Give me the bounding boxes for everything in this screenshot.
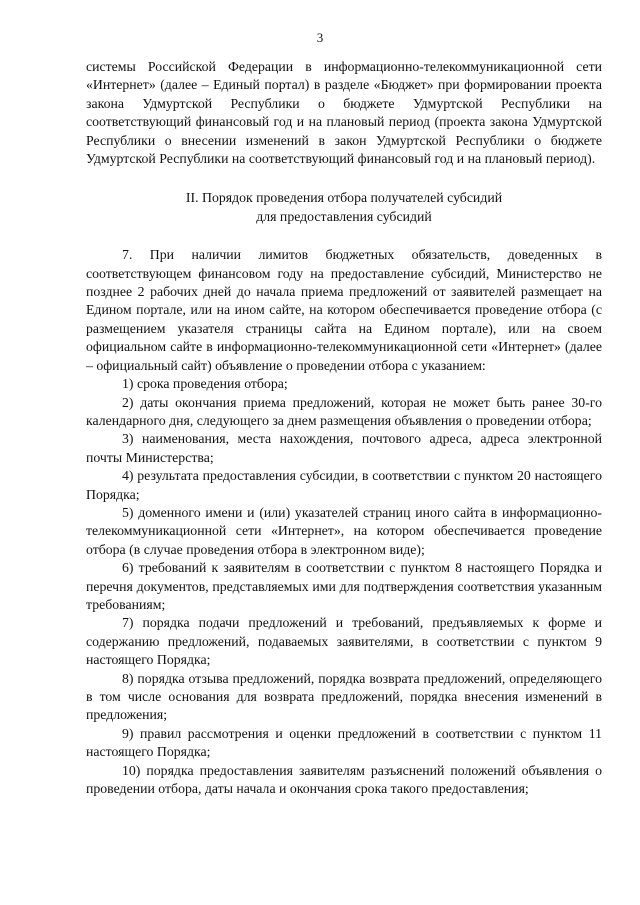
- section-heading-line-2: для предоставления субсидий: [256, 208, 432, 224]
- section-heading: [86, 189, 602, 226]
- document-body: [86, 58, 602, 798]
- list-item-9: 9) правил рассмотрения и оценки предложений в соответствии с пунктом 11 настоящего Порядка;: [86, 725, 602, 760]
- section-heading-line-1: II. Порядок проведения отбора получателей субсидий: [185, 190, 503, 206]
- list-item-1: 1) срока проведения отбора;: [122, 376, 288, 392]
- list-item-2: 2) даты окончания приема предложений, которая не может быть ранее 30-го календарного дня, следующего за днем размещения объявления о проведении отбора;: [86, 394, 602, 428]
- paragraph-7: 7. При наличии лимитов бюджетных обязательств, доведенных в соответствующем финансовом году на предоставление субсидий, Министерство не позднее 2 рабочих дней до начала приема предложений от заявителей размещает на Едином портале, или на ином сайте, на котором обеспечивается проведение отбора (с размещением указателя страницы сайта на Едином портале), или на своем официальном сайте в информационно-телекоммуникационной сети «Интернет» (далее – официальный сайт) объявление о проведении отбора с указанием:: [86, 247, 602, 373]
- page-number: 3: [316, 30, 324, 45]
- list-item-4: 4) результата предоставления субсидии, в соответствии с пунктом 20 настоящего Порядка;: [86, 468, 602, 502]
- list-item-3: 3) наименования, места нахождения, почтового адреса, адреса электронной почты Министерства;: [86, 431, 602, 465]
- list-item-5: 5) доменного имени и (или) указателей страниц иного сайта в информационно-телекоммуникационной сети «Интернет», на котором обеспечивается проведение отбора (в случае проведения отбора в электронном виде);: [86, 504, 602, 557]
- list-item-7: 7) порядка подачи предложений и требований, предъявляемых к форме и содержанию предложений, подаваемых заявителями, в соответствии с пунктом 9 настоящего Порядка;: [86, 615, 602, 668]
- list-item-6: 6) требований к заявителям в соответствии с пунктом 8 настоящего Порядка и перечня документов, представляемых ими для подтверждения соответствия указанным требованиям;: [86, 560, 602, 612]
- continuation-paragraph: системы Российской Федерации в информационно-телекоммуникационной сети «Интернет» (далее – Единый портал) в разделе «Бюджет» при формировании проекта закона Удмуртской Республики о бюджете Удмуртской Республики на соответствующий финансовый год и на плановый период (проекта закона Удмуртской Республики о внесении изменений в закон Удмуртской Республики о бюджете Удмуртской Республики на соответствующий финансовый год и на плановый период).: [86, 59, 602, 167]
- list-item-8: 8) порядка отзыва предложений, порядка возврата предложений, определяющего в том числе основания для возврата предложений, порядка внесения изменений в предложения;: [86, 670, 602, 723]
- list-item-10: 10) порядка предоставления заявителям разъяснений положений объявления о проведении отбора, даты начала и окончания срока такого предоставления;: [86, 762, 602, 797]
